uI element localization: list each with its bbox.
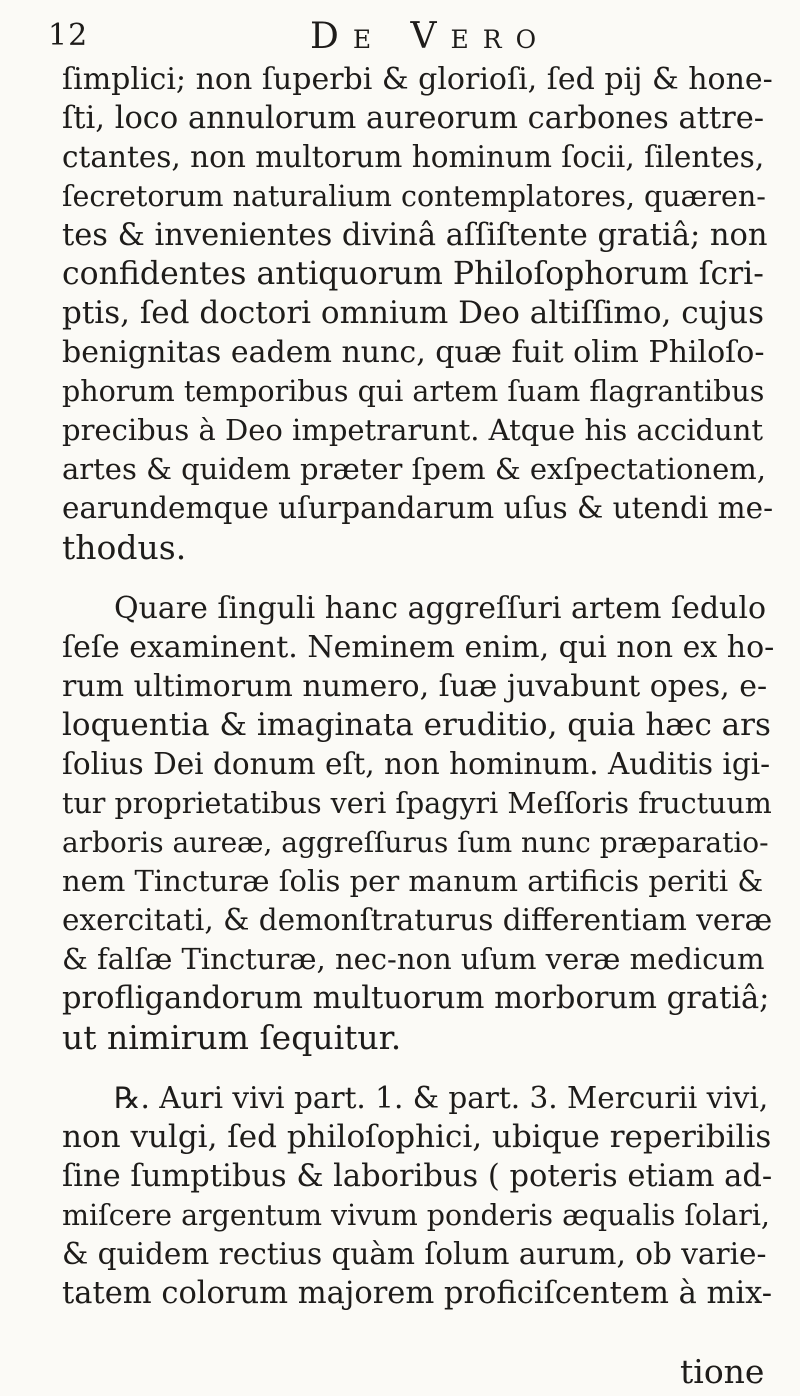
text-line: thodus. [62, 528, 187, 567]
body-text [62, 60, 774, 1313]
text-line: ℞. Auri vivi part. 1. & part. 3. Mercurii vivi, [114, 1081, 769, 1115]
text-line: ut nimirum ſequitur. [62, 1018, 402, 1057]
text-line: miſcere argentum vivum ponderis æqualis ſolari, [62, 1199, 770, 1232]
text-line: ſolius Dei donum eſt, non hominum. Auditis igi- [62, 747, 771, 781]
text-line: precibus à Deo impetrarunt. Atque his accidunt [62, 413, 764, 447]
text-line: ſine ſumptibus & laboribus ( poteris etiam ad- [62, 1159, 773, 1194]
text-line: nem Tincturæ ſolis per manum artificis periti & [62, 864, 764, 898]
text-line: & falſæ Tincturæ, nec-non uſum veræ medicum [62, 942, 765, 976]
text-line: tatem colorum majorem proficiſcentem à mix- [62, 1276, 773, 1311]
running-title: De Vero [310, 16, 551, 57]
text-line: tur proprietatibus veri ſpagyri Meſſoris fructuum [62, 787, 772, 820]
text-line: profligandorum multuorum morborum gratiâ; [62, 981, 770, 1016]
text-line: & quidem rectius quàm ſolum aurum, ob varie- [62, 1237, 767, 1271]
text-line: tes & invenientes divinâ aſſiſtente gratiâ; non [62, 218, 768, 253]
text-line: artes & quidem præter ſpem & exſpectationem, [62, 452, 766, 486]
page-header [48, 14, 748, 60]
text-line: Quare ſinguli hanc aggreſſuri artem ſedulo [114, 591, 767, 626]
paragraph-gap [62, 1057, 774, 1079]
text-line: ptis, ſed doctori omnium Deo altiſſimo, cujus [62, 295, 765, 331]
text-line: phorum temporibus qui artem ſuam flagrantibus [62, 375, 765, 408]
text-line: benignitas eadem nunc, quæ fuit olim Philoſo- [62, 335, 765, 370]
text-line: rum ultimorum numero, ſuæ juvabunt opes, e- [62, 669, 768, 704]
page-number: 12 [48, 18, 89, 53]
text-line: loquentia & imaginata eruditio, quia hæc ars [62, 707, 771, 743]
text-line: ctantes, non multorum hominum ſocii, ſilentes, [62, 140, 765, 174]
text-line: ſeſe examinent. Neminem enim, qui non ex ho- [62, 630, 774, 665]
text-line: exercitati, & demonſtraturus differentiam veræ [62, 903, 773, 937]
catchword: tione [680, 1352, 765, 1391]
text-line: ſti, loco annulorum aureorum carbones attre- [62, 101, 765, 136]
text-line: ſecretorum naturalium contemplatores, quæren- [62, 180, 766, 213]
text-line: confidentes antiquorum Philoſophorum ſcri- [62, 256, 764, 292]
paragraph-gap [62, 567, 774, 589]
text-line: earundemque uſurpandarum uſus & utendi me- [62, 491, 774, 525]
text-line: ſimplici; non ſuperbi & glorioſi, ſed pij & hone- [62, 62, 773, 97]
text-line: arboris aureæ, aggreſſurus ſum nunc præparatio- [62, 826, 769, 859]
text-line: non vulgi, ſed philoſophici, ubique reperibilis [62, 1119, 772, 1155]
